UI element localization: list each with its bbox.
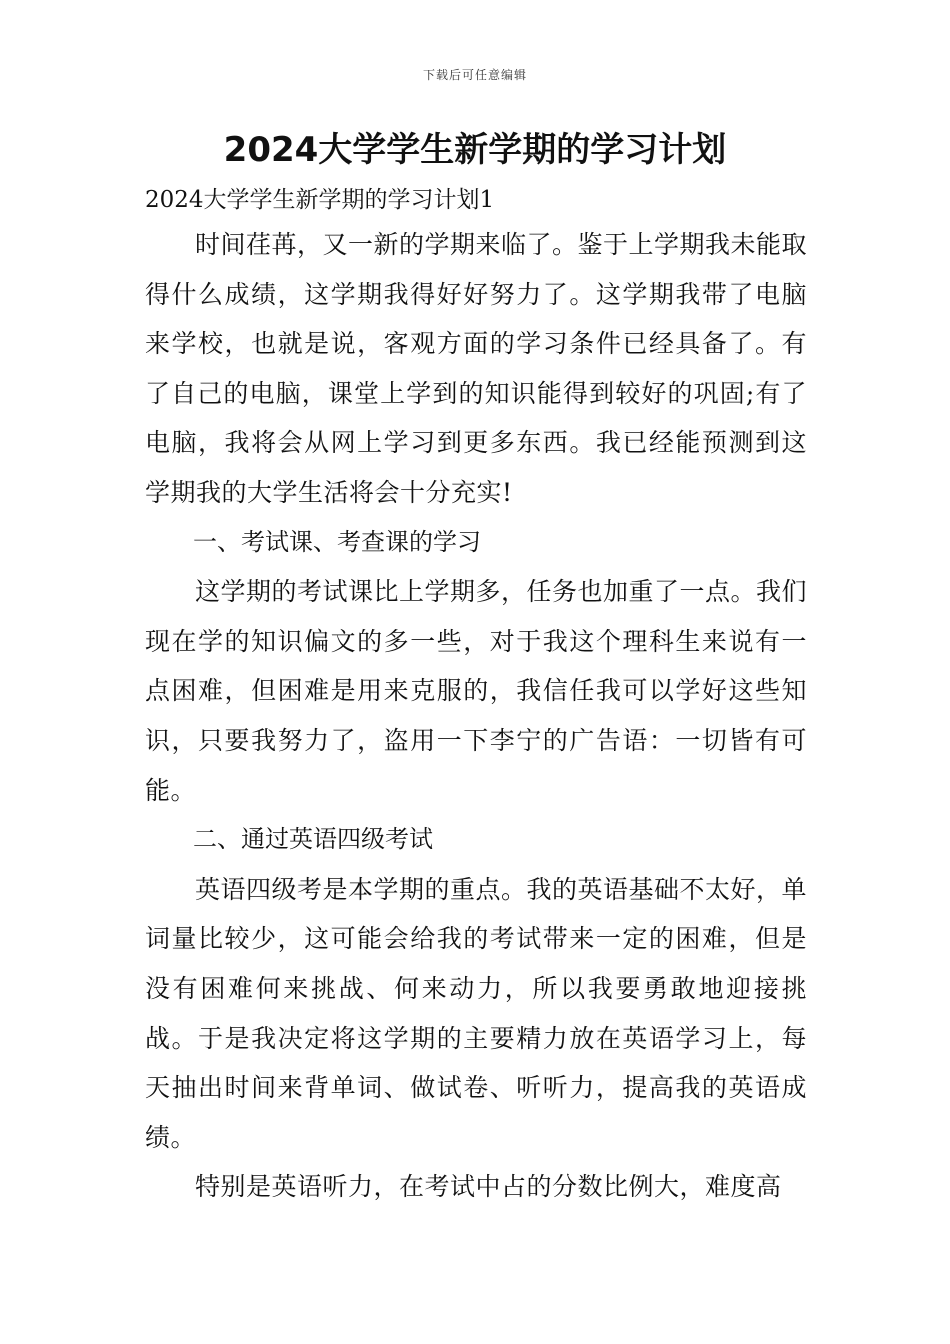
section-heading-exam-courses: 一、考试课、考查课的学习 [193, 527, 481, 556]
section-heading-cet4: 二、通过英语四级考试 [193, 825, 433, 854]
paragraph-cet4: 英语四级考是本学期的重点。我的英语基础不太好，单词量比较少，这可能会给我的考试带来一定的困难，但是没有困难何来挑战、何来动力，所以我要勇敢地迎接挑战。于是我决定将这学期的主要精力放在英语学习上，每天抽出时间来背单词、做试卷、听听力，提高我的英语成绩。 [145, 874, 808, 1152]
paragraph-intro: 时间荏苒，又一新的学期来临了。鉴于上学期我未能取得什么成绩，这学期我得好好努力了。这学期我带了电脑来学校，也就是说，客观方面的学习条件已经具备了。有了自己的电脑，课堂上学到的知识能得到较好的巩固;有了电脑，我将会从网上学习到更多东西。我已经能预测到这学期我的大学生活将会十分充实! [145, 230, 808, 507]
document-body [145, 180, 807, 1212]
header-note: 下载后可任意编辑 [422, 68, 527, 82]
document-title: 2024大学学生新学期的学习计划 [223, 130, 727, 170]
paragraph-exam-courses: 这学期的考试课比上学期多，任务也加重了一点。我们现在学的知识偏文的多一些，对于我这个理科生来说有一点困难，但困难是用来克服的，我信任我可以学好这些知识，只要我努力了，盗用一下李宁的广告语：一切皆有可能。 [145, 577, 808, 805]
document-subtitle: 2024大学学生新学期的学习计划1 [145, 187, 495, 213]
paragraph-listening: 特别是英语听力，在考试中占的分数比例大，难度高 [195, 1172, 782, 1202]
